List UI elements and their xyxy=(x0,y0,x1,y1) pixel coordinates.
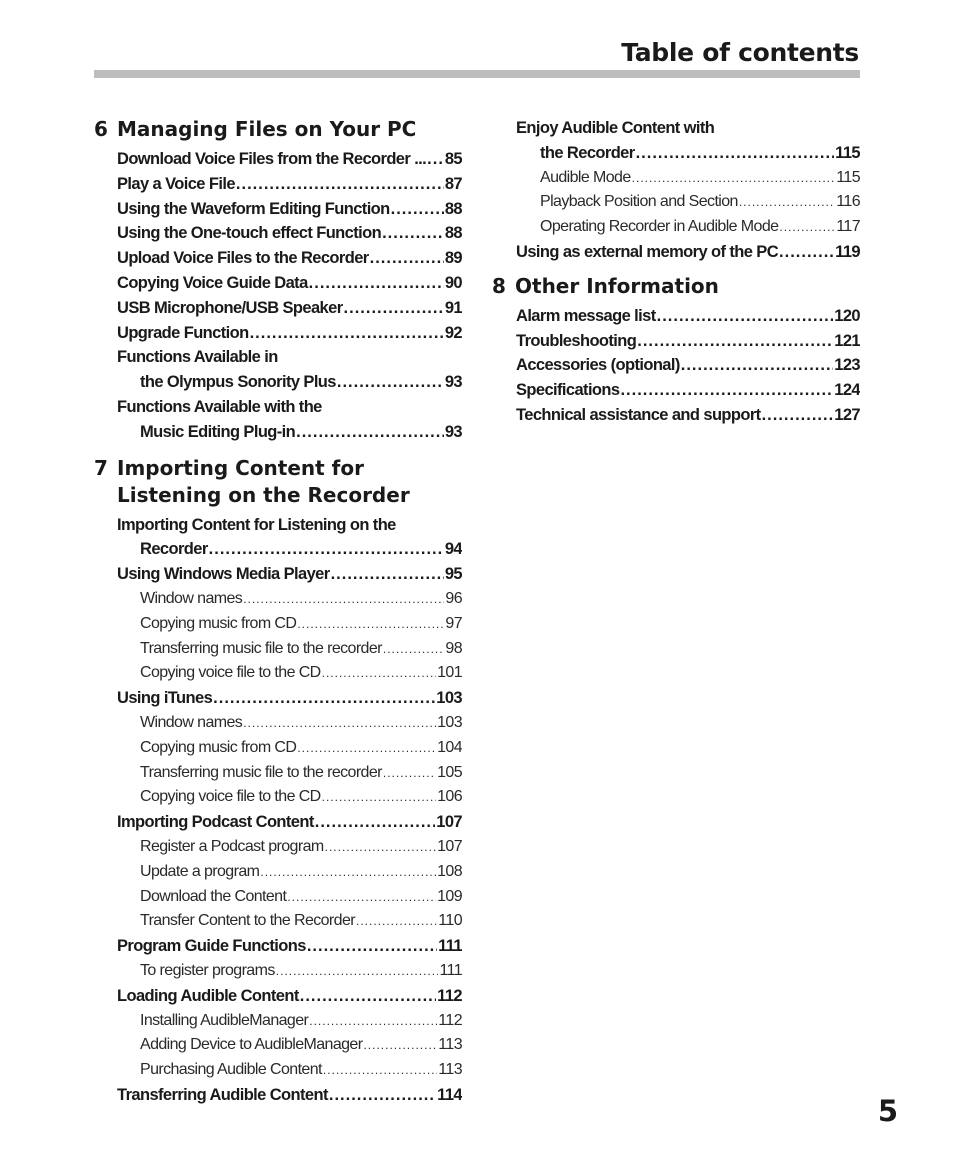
toc-page-number: 113 xyxy=(438,1036,462,1054)
toc-entry-label: Copying voice file to the CD xyxy=(140,788,321,806)
leader-dots xyxy=(383,637,445,662)
toc-entry[interactable] xyxy=(94,420,462,445)
leader-dots xyxy=(329,1083,436,1108)
toc-page-number: 93 xyxy=(444,373,462,392)
section-title: Other Information xyxy=(515,273,719,298)
toc-page-number: 120 xyxy=(834,306,860,325)
toc-left-column xyxy=(94,116,462,1108)
toc-entry-wrapped[interactable] xyxy=(94,345,462,395)
toc-page-number: 104 xyxy=(437,738,462,756)
toc-entry-label: Transferring music file to the recorder xyxy=(140,639,382,657)
leader-dots xyxy=(636,141,835,166)
toc-subentry[interactable] xyxy=(94,661,462,686)
toc-entry-label: Using as external memory of the PC xyxy=(516,242,779,261)
toc-entry-label: Importing Podcast Content xyxy=(117,813,314,832)
section-number: 8 xyxy=(492,273,506,298)
leader-dots xyxy=(296,420,444,445)
toc-entry[interactable] xyxy=(94,271,462,296)
toc-entry[interactable] xyxy=(94,934,462,959)
toc-entry-label: Copying Voice Guide Data xyxy=(117,273,308,292)
leader-dots xyxy=(236,172,444,197)
toc-entry[interactable] xyxy=(94,562,462,587)
toc-subentry[interactable] xyxy=(94,587,462,612)
leader-dots xyxy=(297,736,436,761)
toc-entry-label: Specifications xyxy=(516,381,620,400)
toc-page-number: 109 xyxy=(437,887,462,905)
toc-right-column xyxy=(492,116,860,428)
toc-entry[interactable] xyxy=(94,686,462,711)
toc-entry[interactable] xyxy=(94,321,462,346)
toc-entry[interactable] xyxy=(492,240,860,265)
toc-page-number: 90 xyxy=(444,273,462,292)
toc-page-number: 88 xyxy=(444,199,462,218)
leader-dots xyxy=(250,321,444,346)
leader-dots xyxy=(779,215,835,240)
toc-entry[interactable] xyxy=(94,147,462,172)
toc-page-number: 92 xyxy=(444,323,462,342)
toc-page-number: 95 xyxy=(444,565,462,584)
toc-subentry[interactable] xyxy=(492,190,860,215)
toc-entry-label: USB Microphone/USB Speaker xyxy=(117,298,343,317)
section-title: Importing Content for Listening on the Recorder xyxy=(117,455,410,507)
toc-entry-label: Accessories (optional) xyxy=(516,356,680,375)
toc-entry-label: Recorder xyxy=(140,540,208,559)
toc-subentry[interactable] xyxy=(492,215,860,240)
toc-entry[interactable] xyxy=(94,984,462,1009)
leader-dots xyxy=(657,304,834,329)
toc-page-number: 103 xyxy=(436,689,462,708)
leader-dots xyxy=(363,1033,437,1058)
section-number: 6 xyxy=(94,117,108,141)
leader-dots xyxy=(344,296,444,321)
leader-dots xyxy=(762,403,834,428)
toc-entry-label: Audible Mode xyxy=(540,168,631,186)
toc-subentry[interactable] xyxy=(94,785,462,810)
toc-page-number: 107 xyxy=(437,837,462,855)
leader-dots xyxy=(427,147,444,172)
leader-dots xyxy=(322,661,436,686)
leader-dots xyxy=(681,353,834,378)
leader-dots xyxy=(309,271,444,296)
toc-entry-wrapped[interactable] xyxy=(94,395,462,445)
toc-page-number: 96 xyxy=(445,589,462,607)
leader-dots xyxy=(297,612,444,637)
toc-entry[interactable] xyxy=(94,246,462,271)
toc-page-number: 94 xyxy=(444,540,462,559)
toc-entry[interactable] xyxy=(94,370,462,395)
toc-entry-label: Window names xyxy=(140,589,243,607)
leader-dots xyxy=(209,537,444,562)
toc-subentry[interactable] xyxy=(94,711,462,736)
leader-dots xyxy=(287,885,436,910)
toc-entry-label: Using the Waveform Editing Function xyxy=(117,199,390,218)
leader-dots xyxy=(213,686,435,711)
toc-page-number: 85 xyxy=(444,150,462,168)
toc-page-number: 89 xyxy=(444,249,462,268)
toc-page-number: 113 xyxy=(438,1061,462,1079)
toc-subentry[interactable] xyxy=(94,1033,462,1058)
toc-entry[interactable] xyxy=(94,197,462,222)
section-heading-7 xyxy=(94,455,462,509)
toc-entry-label: Copying music from CD xyxy=(140,614,297,632)
toc-entry-label: Functions Available with the xyxy=(117,397,322,416)
leader-dots xyxy=(276,959,439,984)
leader-dots xyxy=(739,190,835,215)
toc-entry-label: Window names xyxy=(140,713,243,731)
toc-entry-label: Installing AudibleManager xyxy=(140,1011,309,1029)
section-8-entries xyxy=(492,304,860,428)
section-7-entries xyxy=(94,562,462,1108)
leader-dots xyxy=(779,240,834,265)
toc-entry-label: To register programs xyxy=(140,961,275,979)
toc-page-number: 111 xyxy=(439,961,462,979)
toc-entry-label: Functions Available in xyxy=(117,348,278,367)
toc-entry-label: the Recorder xyxy=(540,143,635,162)
toc-page-number: 105 xyxy=(437,763,462,781)
toc-entry[interactable] xyxy=(94,221,462,246)
leader-dots xyxy=(300,984,436,1009)
toc-entry-label: Play a Voice File xyxy=(117,174,235,193)
leader-dots xyxy=(243,587,444,612)
toc-subentry[interactable] xyxy=(94,637,462,662)
toc-page-number: 108 xyxy=(437,862,462,880)
toc-page-number: 121 xyxy=(834,331,860,350)
toc-entry-label: Adding Device to AudibleManager xyxy=(140,1036,363,1054)
page-number: 5 xyxy=(877,1094,898,1128)
toc-entry-label: Playback Position and Section xyxy=(540,193,738,211)
toc-entry[interactable] xyxy=(492,329,860,354)
section-title: Managing Files on Your PC xyxy=(117,117,417,141)
toc-entry[interactable] xyxy=(94,1083,462,1108)
toc-entry-label: Register a Podcast program xyxy=(140,837,324,855)
toc-subentry[interactable] xyxy=(492,166,860,191)
toc-page-number: 115 xyxy=(836,168,860,186)
toc-entry[interactable] xyxy=(492,353,860,378)
toc-subentry[interactable] xyxy=(94,736,462,761)
toc-subentry[interactable] xyxy=(94,909,462,934)
leader-dots xyxy=(382,221,444,246)
toc-entry[interactable] xyxy=(492,378,860,403)
leader-dots xyxy=(337,370,444,395)
toc-page-number: 97 xyxy=(445,614,462,632)
toc-page-number: 117 xyxy=(836,218,860,236)
toc-entry-wrapped[interactable] xyxy=(492,116,860,166)
page-title: Table of contents xyxy=(621,38,859,67)
toc-entry[interactable] xyxy=(492,304,860,329)
leader-dots xyxy=(620,378,833,403)
leader-dots xyxy=(370,246,444,271)
toc-entry[interactable] xyxy=(492,141,860,166)
toc-page-number: 124 xyxy=(834,381,860,400)
toc-page-number: 106 xyxy=(437,788,462,806)
toc-page-number: 101 xyxy=(437,664,462,682)
toc-entry[interactable] xyxy=(94,537,462,562)
leader-dots xyxy=(260,860,436,885)
toc-page-number: 93 xyxy=(444,422,462,441)
toc-page-number: 98 xyxy=(445,639,462,657)
toc-entry-label: Copying music from CD xyxy=(140,738,297,756)
toc-entry-label: Music Editing Plug-in xyxy=(140,422,296,441)
section-number: 7 xyxy=(94,455,108,480)
toc-subentry[interactable] xyxy=(94,612,462,637)
toc-page-number: 116 xyxy=(836,193,860,211)
section-heading-8 xyxy=(492,273,860,300)
toc-entry-label: Alarm message list xyxy=(516,306,656,325)
toc-page-number: 123 xyxy=(834,356,860,375)
toc-entry-label: Operating Recorder in Audible Mode xyxy=(540,218,779,236)
toc-entry-label: Upgrade Function xyxy=(117,323,249,342)
leader-dots xyxy=(307,934,437,959)
toc-page-number: 88 xyxy=(444,224,462,243)
toc-page-number: 107 xyxy=(436,813,462,832)
toc-page-number: 119 xyxy=(835,242,860,261)
section-heading-6 xyxy=(94,116,462,143)
toc-entry-label: Enjoy Audible Content with xyxy=(516,119,715,137)
toc-entry-label: Program Guide Functions xyxy=(117,937,306,956)
toc-page-number: 87 xyxy=(444,174,462,193)
toc-subentry[interactable] xyxy=(94,835,462,860)
toc-entry-wrapped[interactable] xyxy=(94,513,462,563)
toc-page-number: 110 xyxy=(438,912,462,930)
toc-entry-label: Purchasing Audible Content xyxy=(140,1061,322,1079)
toc-subentry[interactable] xyxy=(94,1058,462,1083)
toc-subentry[interactable] xyxy=(94,959,462,984)
toc-page-number: 111 xyxy=(438,937,462,956)
toc-entry-label: Transfer Content to the Recorder xyxy=(140,912,355,930)
toc-entry-label: Troubleshooting xyxy=(516,331,637,350)
toc-page-number: 112 xyxy=(438,1011,462,1029)
toc-page-number: 114 xyxy=(437,1085,462,1104)
toc-entry[interactable] xyxy=(94,296,462,321)
leader-dots xyxy=(383,761,436,786)
toc-page-number: 127 xyxy=(834,405,860,424)
leader-dots xyxy=(632,166,836,191)
toc-entry-label: Using the One-touch effect Function xyxy=(117,224,382,243)
toc-entry-label: Using iTunes xyxy=(117,689,213,708)
toc-entry-label: Using Windows Media Player xyxy=(117,565,330,584)
toc-entry-label: Copying voice file to the CD xyxy=(140,664,321,682)
section-6-entries xyxy=(94,147,462,345)
toc-page-number: 112 xyxy=(437,986,462,1005)
toc-entry-label: the Olympus Sonority Plus xyxy=(140,373,336,392)
leader-dots xyxy=(309,1009,437,1034)
title-rule xyxy=(94,70,860,78)
toc-entry-label: Download Voice Files from the Recorder ... xyxy=(117,150,427,168)
toc-entry-label: Loading Audible Content xyxy=(117,986,299,1005)
toc-subentry[interactable] xyxy=(94,860,462,885)
leader-dots xyxy=(356,909,437,934)
toc-entry-label: Upload Voice Files to the Recorder xyxy=(117,249,369,268)
toc-subentry[interactable] xyxy=(94,761,462,786)
leader-dots xyxy=(637,329,833,354)
leader-dots xyxy=(243,711,436,736)
toc-entry-label: Download the Content xyxy=(140,887,287,905)
toc-entry-label: Importing Content for Listening on the xyxy=(117,515,396,534)
toc-subentry[interactable] xyxy=(94,885,462,910)
leader-dots xyxy=(323,1058,437,1083)
leader-dots xyxy=(315,810,436,835)
toc-page-number: 115 xyxy=(835,143,860,162)
toc-page-number: 103 xyxy=(437,713,462,731)
leader-dots xyxy=(322,785,436,810)
section-7-continued-entries xyxy=(492,166,860,265)
leader-dots xyxy=(391,197,444,222)
toc-entry[interactable] xyxy=(492,403,860,428)
toc-entry-label: Update a program xyxy=(140,862,260,880)
toc-entry[interactable] xyxy=(94,172,462,197)
toc-entry-label: Technical assistance and support xyxy=(516,405,761,424)
leader-dots xyxy=(325,835,436,860)
toc-subentry[interactable] xyxy=(94,1009,462,1034)
toc-entry-label: Transferring Audible Content xyxy=(117,1085,328,1104)
leader-dots xyxy=(331,562,444,587)
toc-page-number: 91 xyxy=(444,298,462,317)
toc-entry-label: Transferring music file to the recorder xyxy=(140,763,382,781)
toc-entry[interactable] xyxy=(94,810,462,835)
